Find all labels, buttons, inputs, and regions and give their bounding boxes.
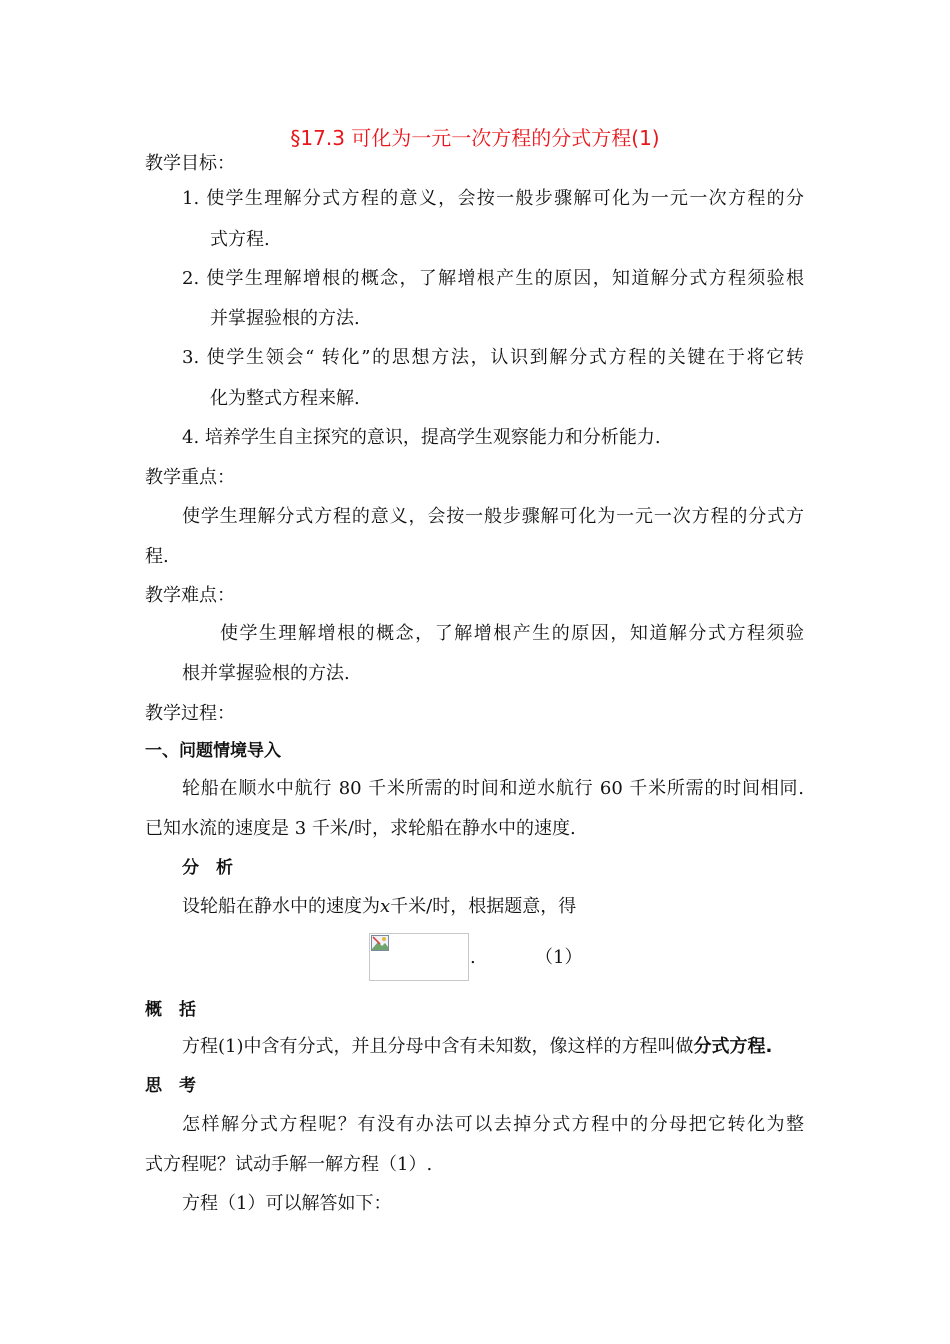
analysis-line	[182, 895, 576, 919]
section1-heading: 一、问题情境导入	[145, 741, 281, 761]
summary-heading: 概 括	[145, 1000, 196, 1020]
summary-text: 方程(1)中含有分式，并且分母中含有未知数，像这样的方程叫做	[182, 1036, 694, 1057]
think-line1: 怎样解分式方程呢？有没有办法可以去掉分式方程中的分母把它转化为整	[182, 1114, 804, 1135]
summary-term: 分式方程.	[693, 1036, 773, 1057]
objective-3-line1: 3. 使学生领会“ 转化”的思想方法，认识到解分式方程的关键在于将它转	[182, 347, 804, 368]
think-line2: 式方程呢？试动手解一解方程（1）.	[145, 1154, 433, 1175]
objective-3-line2: 化为整式方程来解.	[210, 388, 360, 409]
difficulties-line1: 使学生理解增根的概念，了解增根产生的原因，知道解分式方程须验	[220, 623, 804, 644]
broken-image-icon	[371, 935, 389, 951]
summary-line	[182, 1035, 772, 1059]
solve-line: 方程（1）可以解答如下：	[182, 1193, 392, 1214]
problem-line2: 已知水流的速度是 3 千米/时，求轮船在静水中的速度.	[145, 818, 576, 839]
document-title: §17.3 可化为一元一次方程的分式方程(1)	[290, 126, 660, 150]
variable-x: x	[380, 896, 391, 917]
think-heading: 思 考	[145, 1076, 196, 1096]
objective-1-line1: 1. 使学生理解分式方程的意义，会按一般步骤解可化为一元一次方程的分	[182, 188, 804, 209]
formula-image	[369, 933, 469, 981]
key-points-line2: 程.	[145, 546, 169, 567]
objective-1-line2: 式方程.	[210, 229, 270, 250]
key-points-line1: 使学生理解分式方程的意义，会按一般步骤解可化为一元一次方程的分式方	[182, 506, 804, 527]
formula-period: .	[470, 947, 476, 968]
objective-4: 4. 培养学生自主探究的意识，提高学生观察能力和分析能力.	[182, 427, 661, 448]
analysis-heading: 分 析	[182, 858, 233, 878]
analysis-text-post: 千米/时，根据题意，得	[390, 896, 577, 917]
formula-number: （1）	[535, 947, 583, 968]
objective-2-line1: 2. 使学生理解增根的概念，了解增根产生的原因，知道解分式方程须验根	[182, 268, 804, 289]
process-heading: 教学过程：	[145, 703, 235, 724]
difficulties-line2: 根并掌握验根的方法.	[182, 663, 350, 684]
difficulties-heading: 教学难点：	[145, 585, 235, 606]
problem-line1: 轮船在顺水中航行 80 千米所需的时间和逆水航行 60 千米所需的时间相同.	[182, 778, 804, 799]
key-points-heading: 教学重点：	[145, 467, 235, 488]
objectives-heading: 教学目标：	[145, 153, 235, 174]
objective-2-line2: 并掌握验根的方法.	[210, 308, 360, 329]
analysis-text-pre: 设轮船在静水中的速度为	[182, 896, 380, 917]
